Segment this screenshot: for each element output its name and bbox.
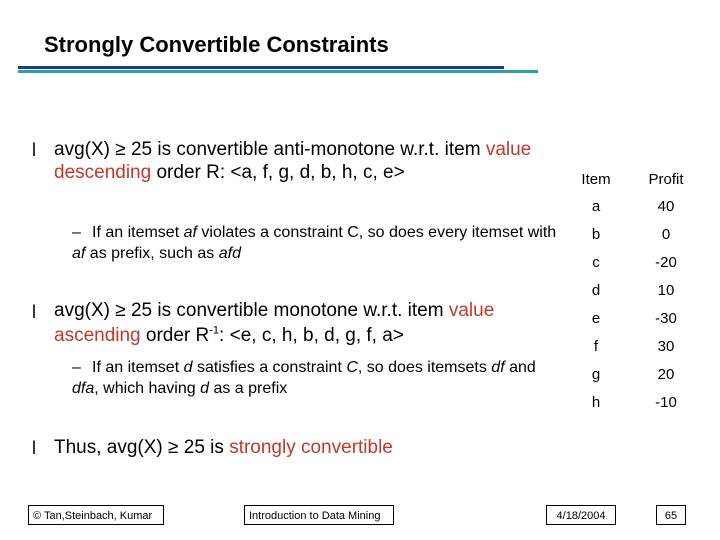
table-row: e -30 [591, 309, 677, 327]
slide-title: Strongly Convertible Constraints [44, 32, 389, 57]
bullet-monotone: avg(X) ≥ 25 is convertible monotone w.r.t. item value ascending order $R^{-1}$: <e, c, h, b, d, g, f, a> [54, 300, 495, 346]
item-profit-table [566, 166, 706, 416]
table-header-item: Item [581, 170, 611, 188]
table-row: c -20 [592, 253, 677, 271]
highlight-text: strongly convertible [229, 437, 393, 458]
footer-date: 4/18/2004 [546, 505, 616, 525]
bullet-marker: l [32, 140, 36, 160]
table-row: f 30 [593, 337, 675, 355]
footer-course: Introduction to Data Mining [244, 505, 394, 525]
bullet-conclusion: Thus, avg(X) ≥ 25 is strongly convertible [54, 437, 393, 458]
table-row: d 10 [591, 281, 675, 299]
table-row: a 40 [591, 197, 675, 215]
table-row: b 0 [591, 225, 671, 243]
sub-bullet-prefix-example: – If an itemset af violates a constraint C, so does every itemset with af as prefix, such as afd [72, 224, 557, 262]
table-row: g 20 [591, 365, 675, 383]
bullet-anti-monotone: avg(X) ≥ 25 is convertible anti-monotone w.r.t. item value descending order R: <a, f, g, d, b, h, c, e> [54, 139, 532, 183]
table-header-profit: Profit [648, 170, 684, 188]
bullet-marker: l [32, 302, 36, 322]
footer-copyright: © Tan,Steinbach, Kumar [28, 505, 164, 525]
table-header-row [566, 166, 706, 192]
title-underline-blue [18, 66, 504, 69]
highlight-text: value descending [54, 139, 532, 183]
highlight-text: value ascending [54, 300, 495, 346]
bullet-marker: l [32, 438, 36, 458]
table-row: h -10 [591, 393, 677, 411]
title-underline-teal [18, 70, 538, 73]
footer-page-number: 65 [656, 505, 686, 525]
sub-bullet-satisfies-example: – If an itemset d satisfies a constraint C, so does itemsets df and dfa, which having d as a prefix [72, 359, 536, 397]
